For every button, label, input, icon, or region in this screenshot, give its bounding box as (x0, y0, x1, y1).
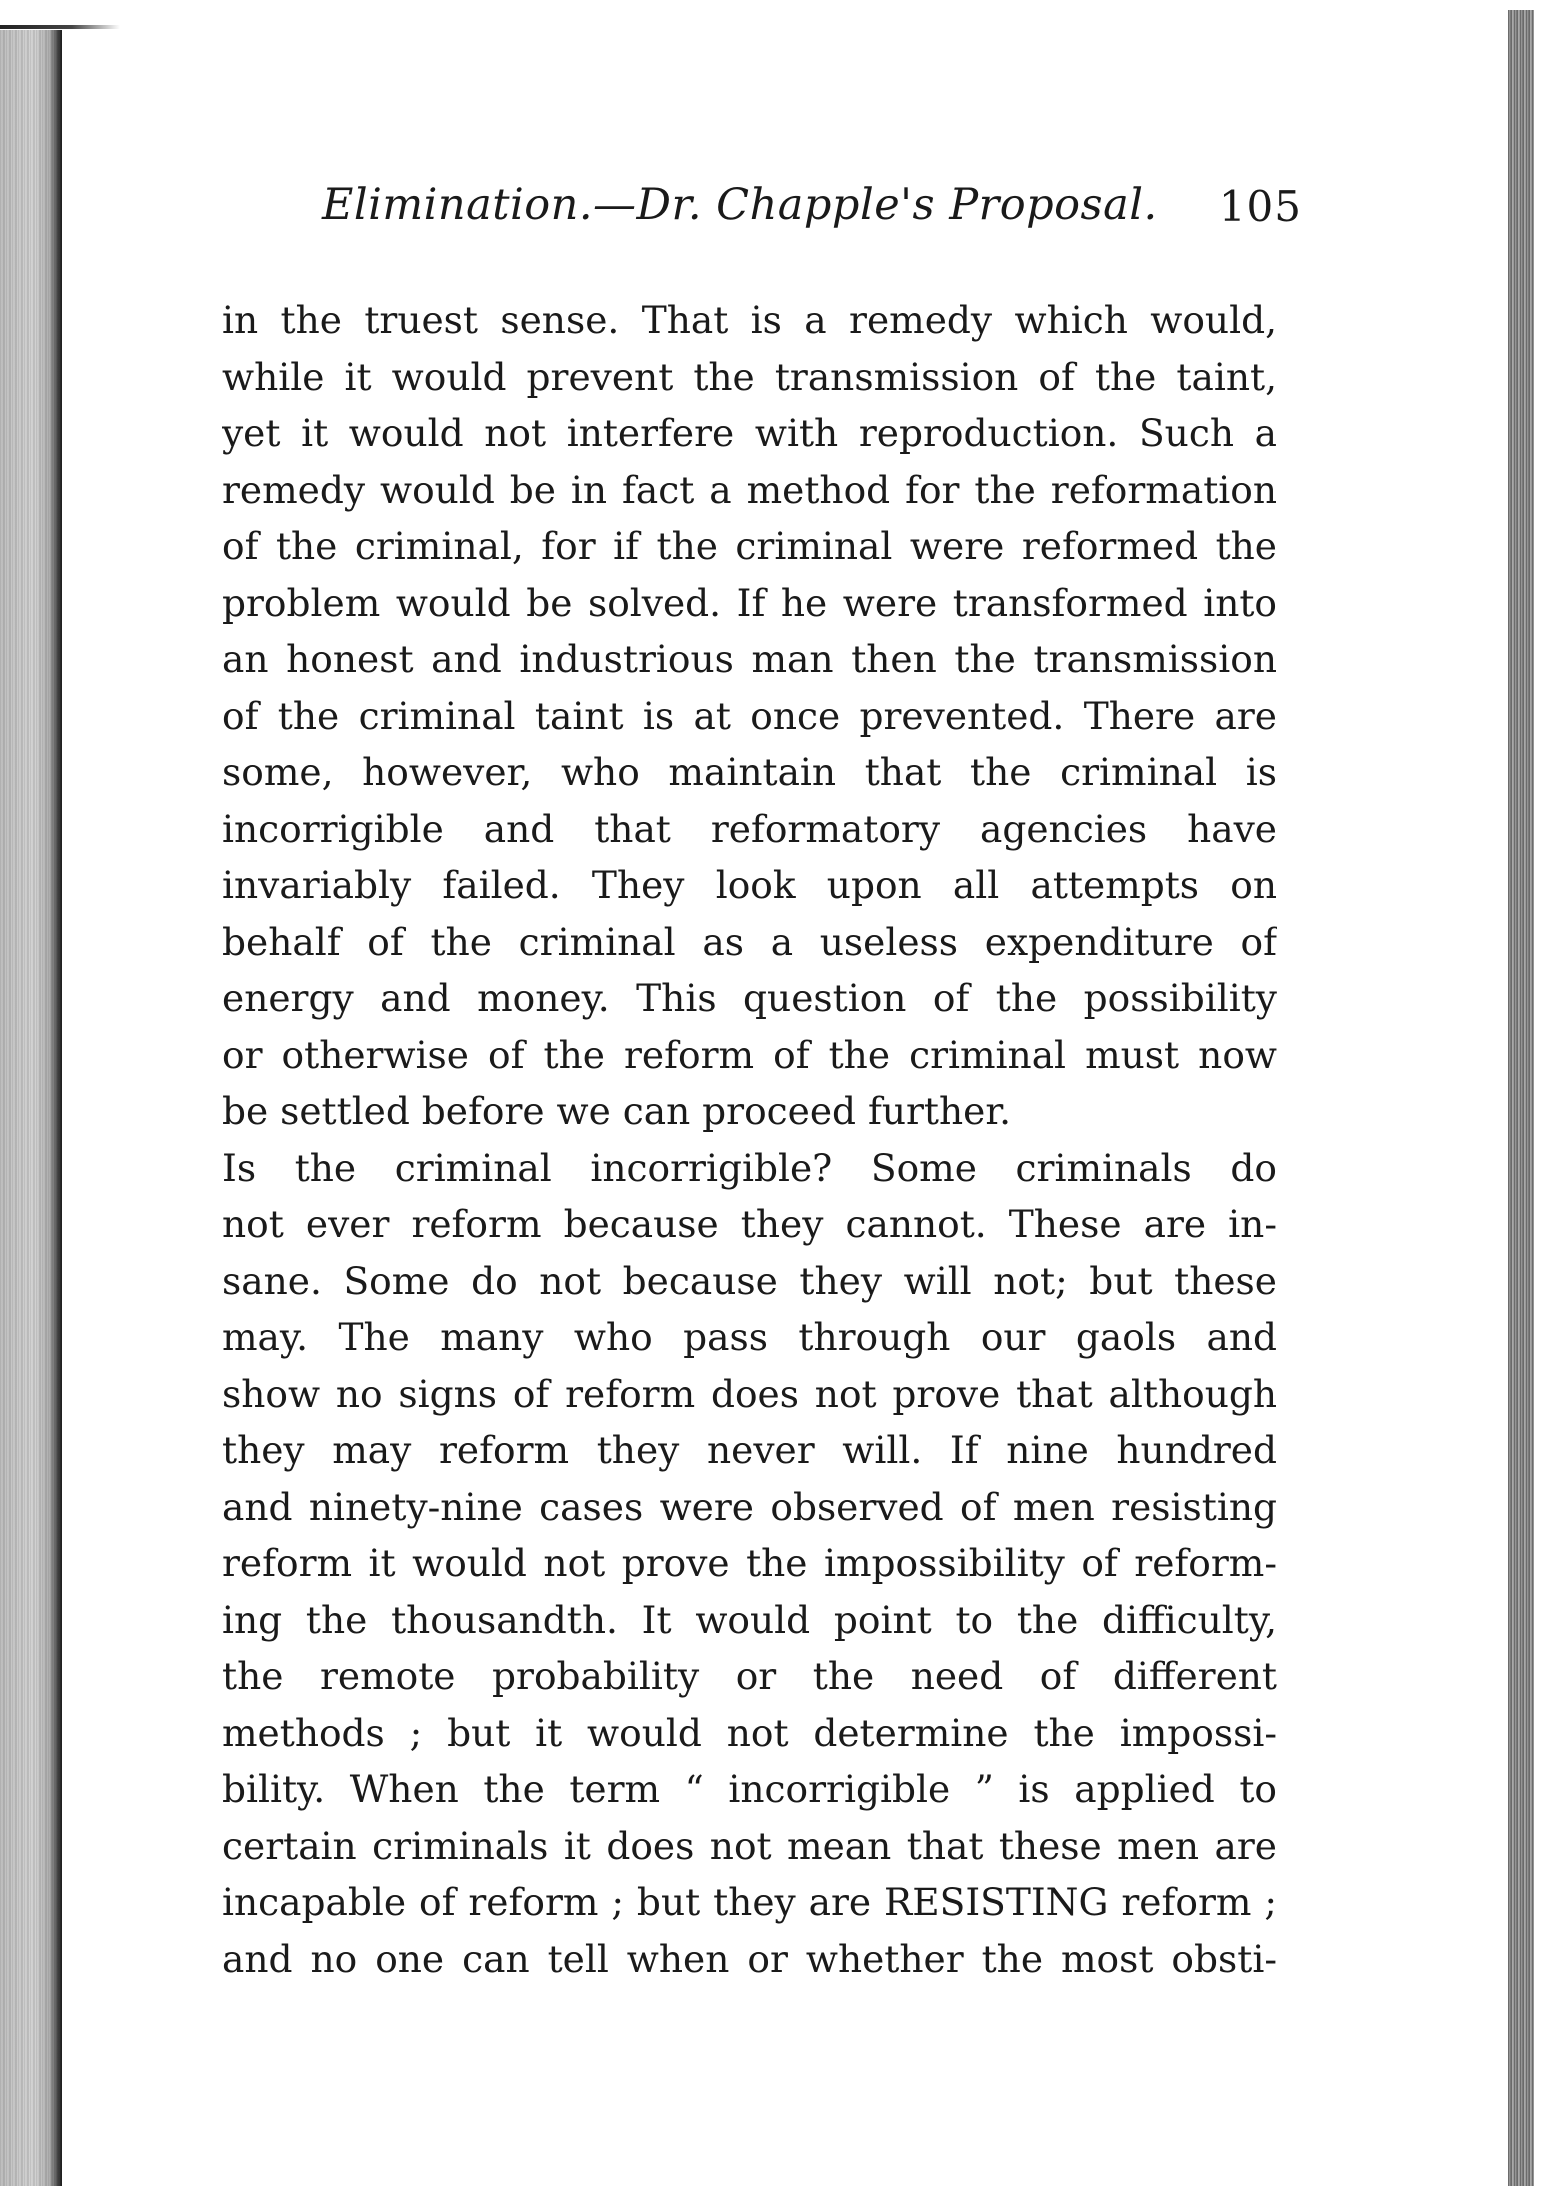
running-title: Elimination.—Dr. Chapple's Proposal. (322, 180, 1158, 230)
text-line: not ever reform because they cannot. These are in- (222, 1202, 1277, 1246)
text-line: remedy would be in fact a method for the reformation (222, 467, 1277, 512)
text-line: behalf of the criminal as a useless expenditure of (222, 919, 1277, 964)
text-line: of the criminal, for if the criminal were reformed the (222, 524, 1277, 568)
text-line: and no one can tell when or whether the most obsti- (222, 1936, 1277, 1981)
text-line: they may reform they never will. If nine hundred (222, 1428, 1277, 1472)
binding-edge-top (0, 25, 120, 29)
text-line: the remote probability or the need of different (222, 1654, 1277, 1698)
text-line: in the truest sense. That is a remedy which would, (222, 298, 1277, 342)
page-number: 105 (1218, 182, 1302, 231)
text-line: an honest and industrious man then the transmission (222, 637, 1277, 681)
text-line: incorrigible and that reformatory agencies have (222, 806, 1277, 851)
body-text (222, 292, 1277, 1987)
text-line: and ninety-nine cases were observed of men resisting (222, 1484, 1277, 1529)
text-line: show no signs of reform does not prove that although (222, 1371, 1277, 1416)
text-line: be settled before we can proceed further. (222, 1089, 1012, 1133)
text-line: methods ; but it would not determine the impossi- (222, 1710, 1277, 1755)
text-line: Is the criminal incorrigible? Some criminals do (222, 1145, 1277, 1190)
running-head (322, 180, 1302, 250)
text-line: sane. Some do not because they will not; but these (222, 1258, 1277, 1303)
text-line: or otherwise of the reform of the criminal must now (222, 1032, 1277, 1077)
text-line: of the criminal taint is at once prevented. There are (222, 693, 1277, 738)
text-line: incapable of reform ; but they are RESISTING reform ; (222, 1880, 1277, 1924)
text-line: some, however, who maintain that the criminal is (222, 750, 1277, 794)
text-line: may. The many who pass through our gaols and (222, 1315, 1277, 1359)
text-line: while it would prevent the transmission of the taint, (222, 354, 1277, 399)
text-line: yet it would not interfere with reproduction. Such a (222, 411, 1277, 455)
text-line: invariably failed. They look upon all attempts on (222, 863, 1277, 907)
binding-gutter (0, 30, 62, 2186)
text-line: problem would be solved. If he were transformed into (222, 580, 1277, 625)
text-line: reform it would not prove the impossibility of reform- (222, 1541, 1277, 1585)
text-line: bility. When the term “ incorrigible ” is applied to (222, 1767, 1277, 1811)
text-line: energy and money. This question of the possibility (222, 976, 1277, 1020)
page-edge-right (1508, 10, 1534, 2186)
text-line: certain criminals it does not mean that these men are (222, 1823, 1277, 1868)
text-line: ing the thousandth. It would point to the difficulty, (222, 1597, 1277, 1642)
